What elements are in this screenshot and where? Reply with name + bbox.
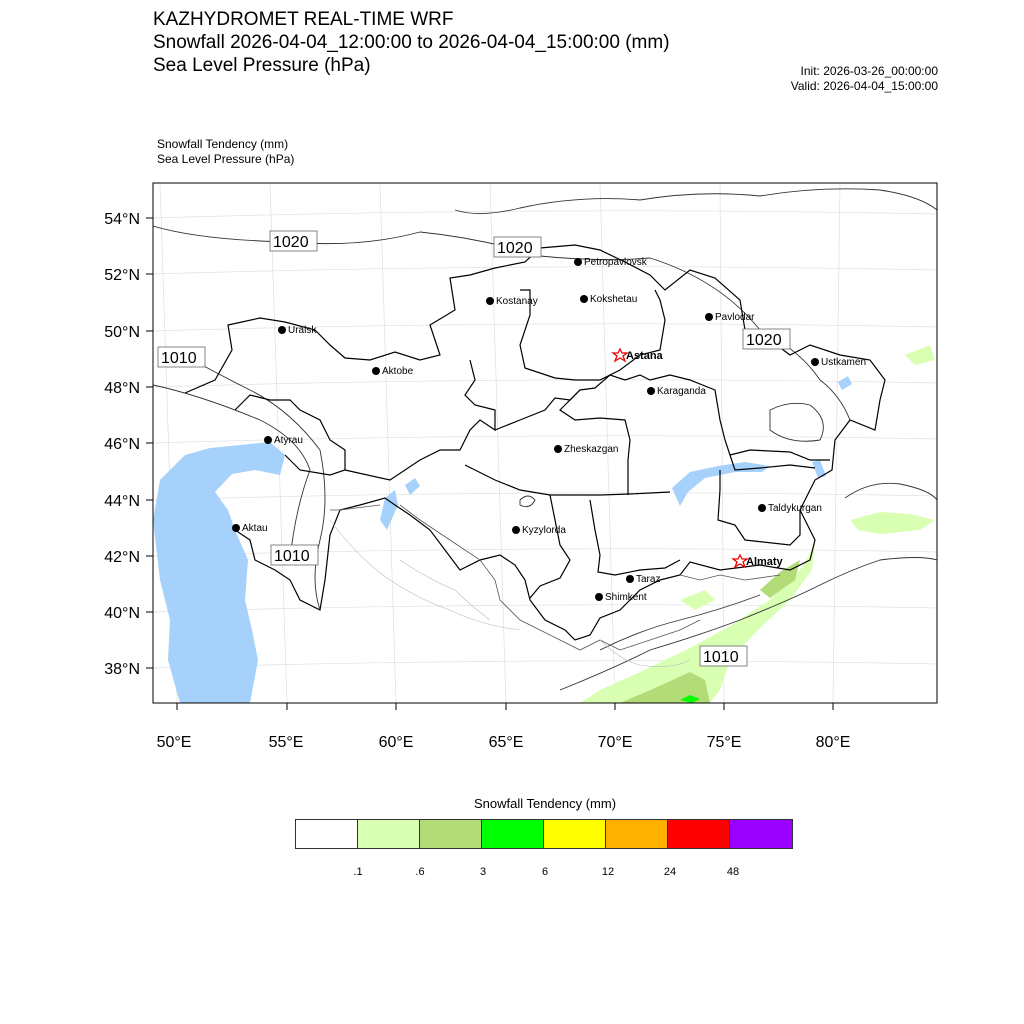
lon-labels — [157, 734, 851, 751]
city-taraz — [626, 574, 660, 585]
city-pavlodar — [705, 312, 755, 323]
caspian-sea — [153, 442, 285, 703]
lat-label: 48°N — [104, 380, 140, 397]
legend-tick: .1 — [353, 866, 363, 878]
legend-color-box — [668, 820, 730, 848]
city-taldykurgan — [758, 503, 822, 514]
legend-color-box — [482, 820, 544, 848]
subtitle-pressure: Sea Level Pressure (hPa) — [157, 152, 295, 166]
isobar-label: 1010 — [161, 350, 197, 367]
city-label: Petropavlovsk — [584, 257, 647, 268]
lon-label: 80°E — [815, 734, 851, 751]
city-aktobe — [372, 366, 414, 377]
legend-color-box — [420, 820, 482, 848]
city-uralsk — [278, 325, 317, 336]
lat-label: 54°N — [104, 211, 140, 228]
isobar-label: 1010 — [274, 548, 310, 565]
city-kokshetau — [580, 294, 637, 305]
cities — [232, 257, 866, 603]
legend-tick: 24 — [663, 866, 677, 878]
isobar-label: 1020 — [746, 332, 782, 349]
city-label: Pavlodar — [715, 312, 755, 323]
lon-label: 70°E — [597, 734, 633, 751]
city-label: Astana — [626, 350, 663, 362]
city-shimkent — [595, 592, 647, 603]
city-label: Kokshetau — [590, 294, 638, 305]
city-petropavlovsk — [574, 257, 648, 268]
city-label: Aktobe — [382, 366, 414, 377]
city-astana — [613, 349, 664, 362]
lon-label: 55°E — [268, 734, 304, 751]
lat-labels — [104, 211, 140, 678]
city-label: Ustkamen — [821, 357, 867, 368]
lat-label: 52°N — [104, 267, 140, 284]
lat-label: 38°N — [104, 661, 140, 678]
city-label: Kostanay — [496, 296, 538, 307]
legend-color-box — [606, 820, 668, 848]
city-label: Uralsk — [288, 325, 317, 336]
lon-label: 60°E — [378, 734, 414, 751]
city-label: Shimkent — [605, 592, 647, 603]
legend-tick: .6 — [415, 866, 425, 878]
city-ustkamen — [811, 357, 866, 368]
lat-label: 40°N — [104, 605, 140, 622]
title-line-2: Snowfall 2026-04-04_12:00:00 to 2026-04-04_15:00:00 (mm) — [153, 32, 670, 53]
aral-sea — [380, 490, 398, 530]
legend-colorbar — [295, 819, 793, 849]
isobar-label: 1020 — [497, 240, 533, 257]
legend-tick: 48 — [726, 866, 740, 878]
city-label: Taraz — [636, 574, 661, 585]
title-line-3: Sea Level Pressure (hPa) — [153, 55, 371, 76]
city-karaganda — [647, 386, 706, 397]
snowfall-shading — [580, 345, 935, 703]
lat-label: 46°N — [104, 436, 140, 453]
isobar-label: 1020 — [273, 234, 309, 251]
city-label: Zheskazgan — [564, 444, 619, 455]
lon-label: 50°E — [156, 734, 192, 751]
subtitle-snowfall: Snowfall Tendency (mm) — [157, 137, 289, 151]
legend-color-box — [358, 820, 420, 848]
lat-label: 50°N — [104, 324, 140, 341]
init-time: Init: 2026-03-26_00:00:00 — [800, 64, 938, 78]
legend-tick: 3 — [479, 866, 487, 878]
lon-label: 65°E — [488, 734, 524, 751]
city-label: Aktau — [242, 523, 268, 534]
city-zheskazgan — [554, 444, 618, 455]
legend-tick: 12 — [601, 866, 615, 878]
legend-title: Snowfall Tendency (mm) — [473, 796, 617, 811]
city-almaty — [733, 555, 784, 568]
legend-tick: 6 — [541, 866, 549, 878]
city-kyzylorda — [512, 525, 566, 536]
isobar-label: 1010 — [703, 649, 739, 666]
title-line-1: KAZHYDROMET REAL-TIME WRF — [153, 9, 454, 30]
irtysh-lake — [838, 376, 852, 390]
aral-sea-2 — [405, 478, 420, 495]
city-label: Almaty — [746, 556, 783, 568]
city-label: Atyrau — [274, 435, 303, 446]
legend-color-box — [544, 820, 606, 848]
city-label: Kyzylorda — [522, 525, 566, 536]
lat-label: 44°N — [104, 493, 140, 510]
legend-color-box — [730, 820, 792, 848]
city-label: Taldykurgan — [768, 503, 822, 514]
valid-time: Valid: 2026-04-04_15:00:00 — [790, 79, 938, 93]
lat-label: 42°N — [104, 549, 140, 566]
lon-label: 75°E — [706, 734, 742, 751]
legend-color-box — [296, 820, 358, 848]
city-label: Karaganda — [657, 386, 706, 397]
city-aktau — [232, 523, 268, 534]
